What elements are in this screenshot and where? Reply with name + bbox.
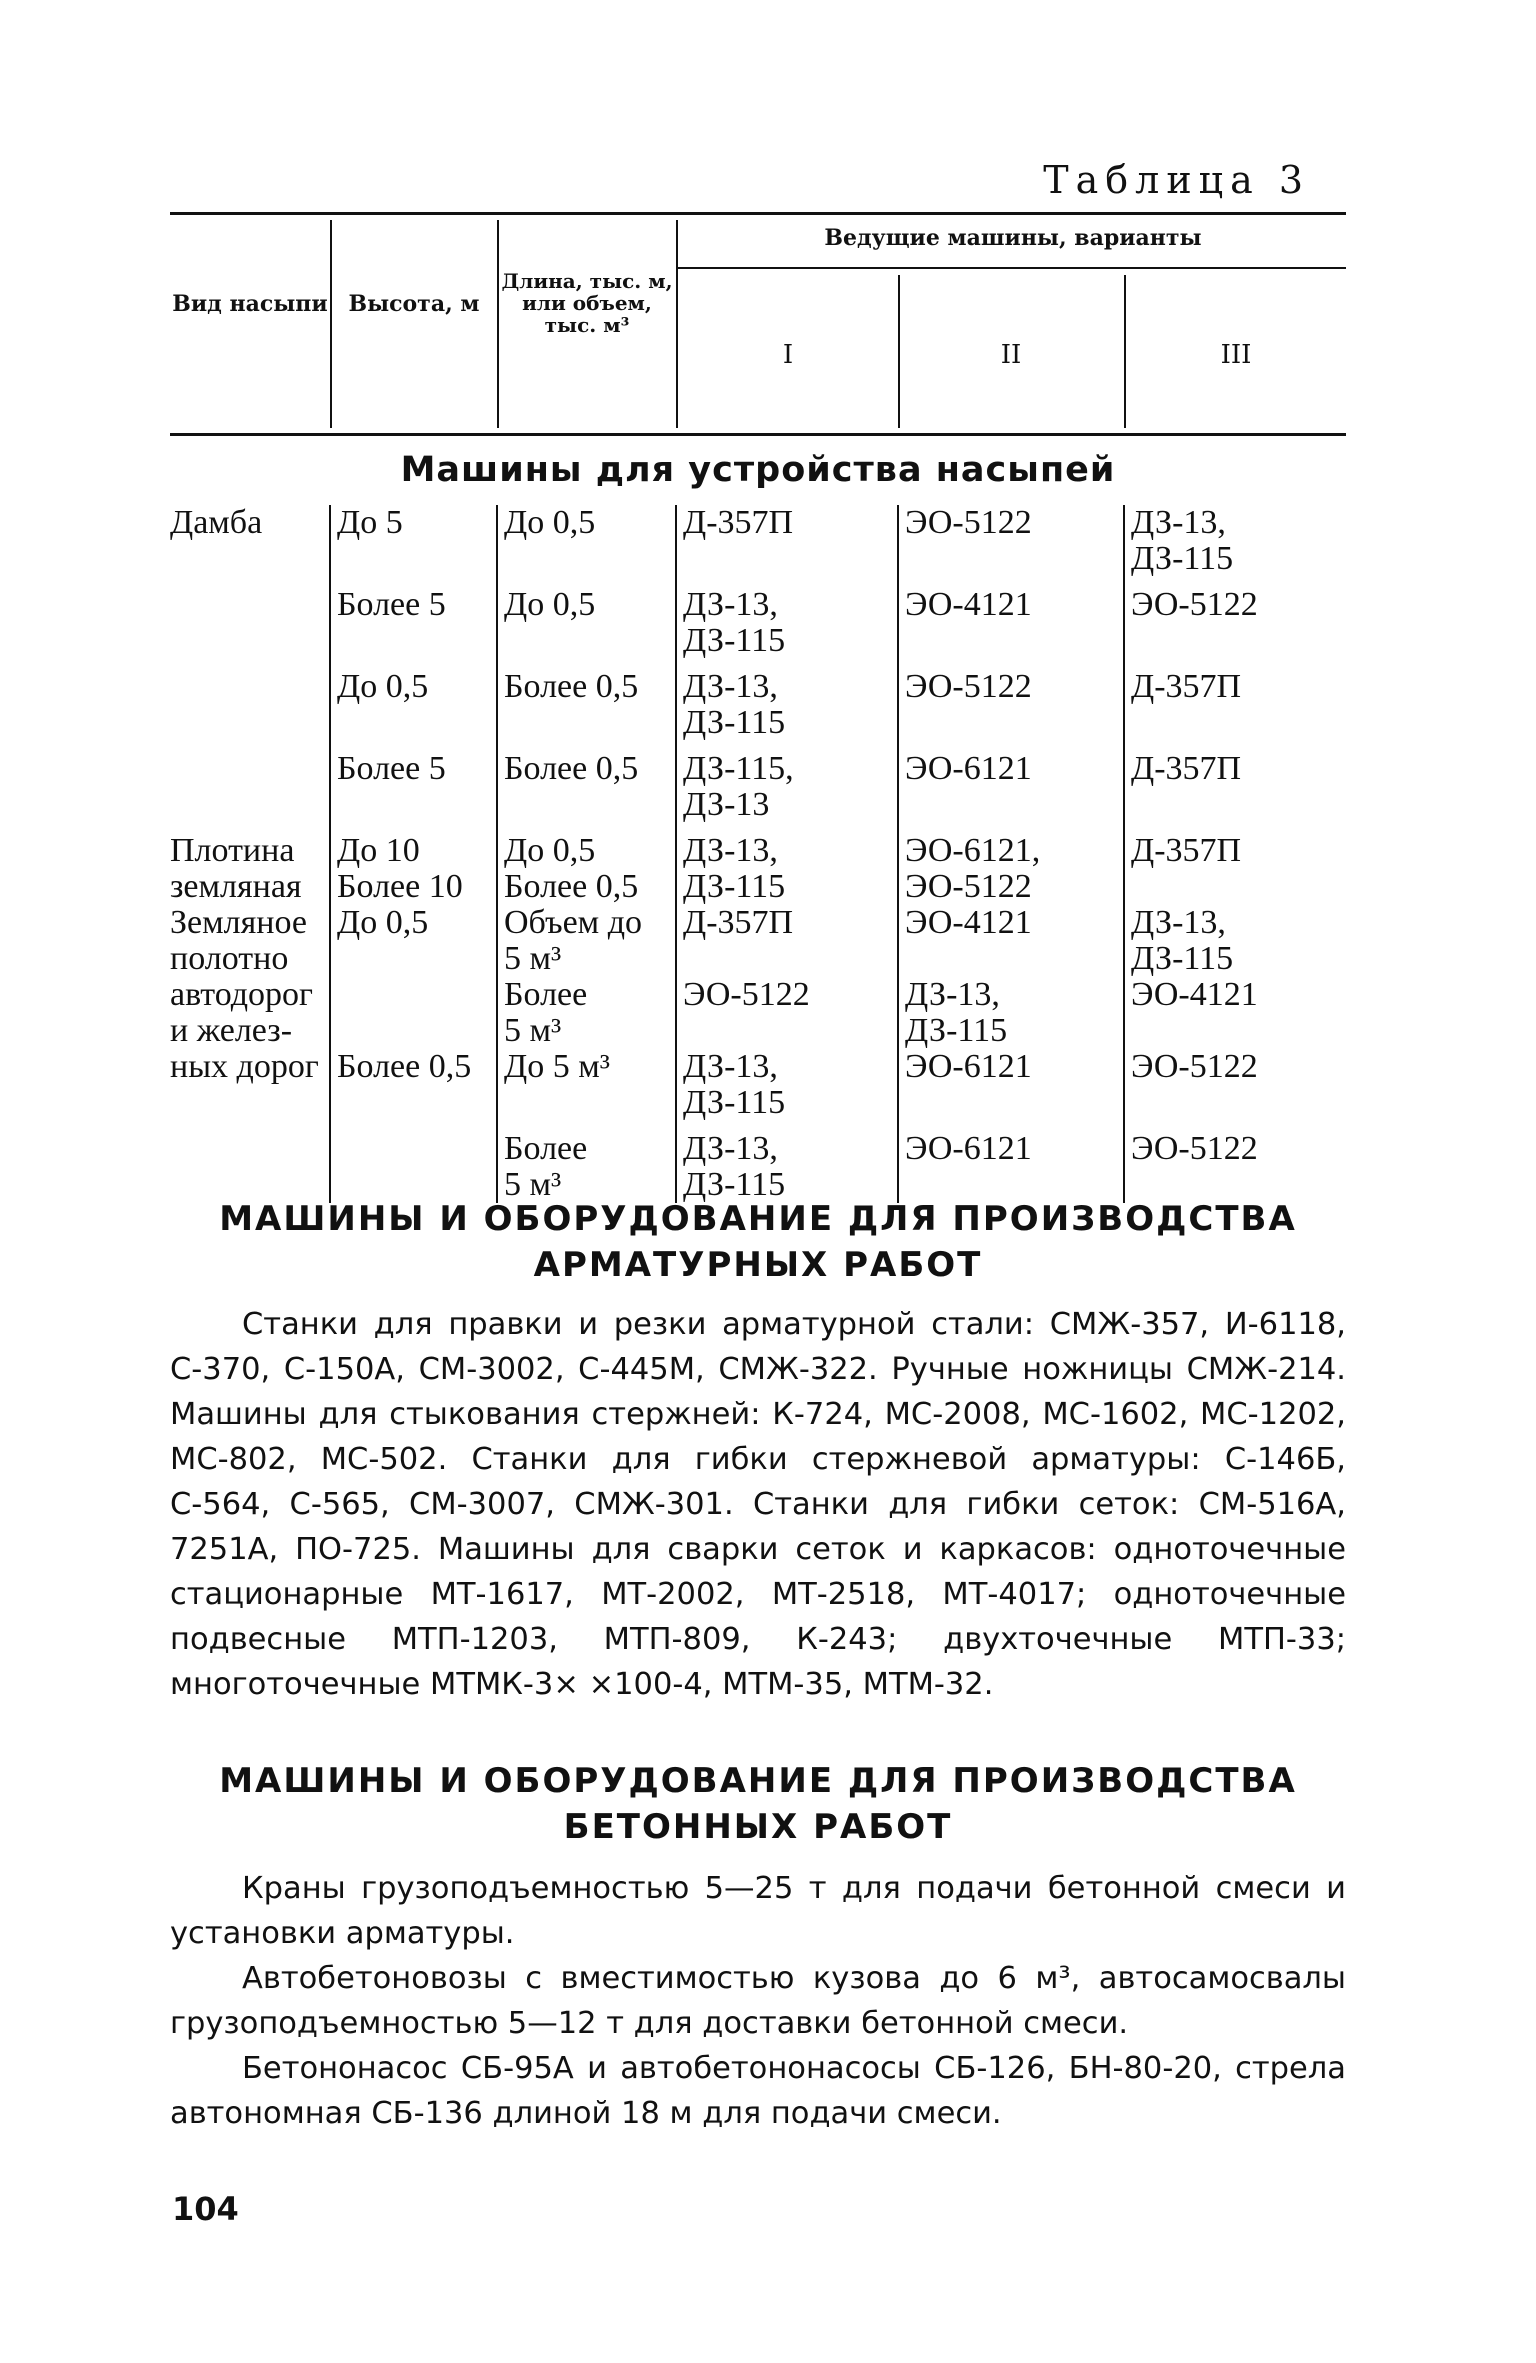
cell-length: До 5 м³ [497,1049,676,1131]
table-row [170,833,1346,905]
section-heading-concrete [170,1758,1346,1850]
table-top-rule [170,212,1346,215]
paragraph-rebar-machines: Станки для правки и резки арматурной стали: СМЖ-357, И-6118, С-370, С-150А, СМ-3002, С-445М, СМЖ-322. Ручные ножницы СМЖ-214. Машины для стыкования стержней: К-724, МС-2008, МС-1602, МС-1202, МС-802, МС-502. Станки для гибки стержневой арматуры: С-146Б, С-564, С-565, СМ-3007, СМЖ-301. Станки для гибки сеток: СМ-516А, 7251А, ПО-725. Машины для сварки сеток и каркасов: одноточечные стационарные МТ-1617, МТ-2002, МТ-2518, МТ-4017; одноточечные подвесные МТП-1203, МТП-809, К-243; двухточечные МТП-33; многоточечные МТМК-3× ×100-4, МТМ-35, МТМ-32. [170,1307,1346,1702]
header-split-rule [678,267,1346,269]
heading-line: БЕТОННЫХ РАБОТ [563,1807,953,1847]
header-height: Высота, м [348,291,480,317]
section-heading-rebar [170,1196,1346,1288]
cell-variant-1: ДЗ-13, ДЗ-115 [676,1131,898,1203]
cell-kind: Дамба [170,504,263,541]
cell-variant-2: ЭО-4121 [898,587,1124,669]
table-label: Таблица 3 [1043,158,1310,202]
header-variant-2: II [1000,340,1022,370]
header-divider-1 [330,220,332,428]
header-bottom-rule [170,433,1346,436]
cell-height: До 10 Более 10 [330,833,497,905]
cell-variant-2: ЭО-5122 [898,669,1124,751]
page-number: 104 [172,2190,239,2228]
table-row [170,905,1346,977]
cell-height: До 0,5 [330,669,497,751]
header-variant-3: III [1220,340,1252,370]
machines-table [170,505,1346,1203]
cell-variant-2: ЭО-6121 [898,751,1124,833]
cell-variant-3: Д-357П [1124,669,1346,751]
cell-variant-1: ДЗ-13, ДЗ-115 [676,587,898,669]
cell-length: До 0,5 [497,587,676,669]
header-leading-machines: Ведущие машины, варианты [824,225,1202,251]
cell-variant-1: ДЗ-13, ДЗ-115 [676,669,898,751]
cell-variant-3: Д-357П [1124,833,1346,905]
cell-kind: ных дорог [170,1048,319,1085]
cell-variant-3: Д-357П [1124,751,1346,833]
cell-variant-2: ЭО-6121, ЭО-5122 [898,833,1124,905]
cell-variant-3: ЭО-5122 [1124,1049,1346,1131]
cell-height: До 5 [330,505,497,587]
header-length: Длина, тыс. м, или объем, тыс. м³ [501,269,673,337]
cell-variant-2: ДЗ-13, ДЗ-115 [898,977,1124,1049]
paragraph-concrete-pumps: Бетононасос СБ-95А и автобетононасосы СБ-126, БН-80-20, стрела автономная СБ-136 длиной 18 м для подачи смеси. [170,2051,1346,2131]
cell-length: Более 0,5 [497,669,676,751]
cell-height: Более 0,5 [330,1049,497,1131]
cell-variant-2: ЭО-4121 [898,905,1124,977]
cell-kind: автодорог и желез- [170,976,313,1049]
table-row [170,1049,1346,1131]
heading-line: МАШИНЫ И ОБОРУДОВАНИЕ ДЛЯ ПРОИЗВОДСТВА [219,1761,1297,1801]
header-divider-3 [676,220,678,428]
cell-length: До 0,5 [497,505,676,587]
paragraph-concrete-trucks: Автобетоновозы с вместимостью кузова до 6 м³, автосамосвалы грузоподъемностью 5—12 т для доставки бетонной смеси. [170,1961,1346,2041]
header-variant-1: I [782,340,794,370]
table-row [170,669,1346,751]
table-row [170,1131,1346,1203]
cell-height [330,1131,497,1203]
cell-kind [170,587,330,669]
cell-kind: Земляное полотно [170,904,307,977]
cell-length: Объем до 5 м³ [497,905,676,977]
cell-variant-1: ДЗ-115, ДЗ-13 [676,751,898,833]
cell-length: До 0,5 Более 0,5 [497,833,676,905]
cell-kind [170,669,330,751]
cell-variant-2: ЭО-5122 [898,505,1124,587]
table-row [170,587,1346,669]
cell-variant-3: ДЗ-13, ДЗ-115 [1124,505,1346,587]
header-kind: Вид насыпи [172,291,328,317]
cell-height [330,977,497,1049]
heading-line: АРМАТУРНЫХ РАБОТ [533,1245,983,1285]
table-row [170,977,1346,1049]
cell-variant-2: ЭО-6121 [898,1049,1124,1131]
heading-line: МАШИНЫ И ОБОРУДОВАНИЕ ДЛЯ ПРОИЗВОДСТВА [219,1199,1297,1239]
cell-height: Более 5 [330,751,497,833]
cell-variant-3: ЭО-5122 [1124,587,1346,669]
table-row [170,505,1346,587]
cell-kind [170,751,330,833]
paragraph-cranes: Краны грузоподъемностью 5—25 т для подачи бетонной смеси и установки арматуры. [170,1871,1346,1951]
cell-variant-2: ЭО-6121 [898,1131,1124,1203]
header-divider-2 [497,220,499,428]
cell-variant-1: ДЗ-13, ДЗ-115 [676,833,898,905]
cell-kind [170,1131,330,1203]
cell-length: Более 5 м³ [497,977,676,1049]
table-section-title: Машины для устройства насыпей [400,450,1116,490]
cell-variant-1: Д-357П [676,905,898,977]
cell-variant-3: ДЗ-13, ДЗ-115 [1124,905,1346,977]
cell-variant-3: ЭО-5122 [1124,1131,1346,1203]
cell-height: До 0,5 [330,905,497,977]
cell-height: Более 5 [330,587,497,669]
cell-variant-1: ДЗ-13, ДЗ-115 [676,1049,898,1131]
cell-variant-1: Д-357П [676,505,898,587]
cell-variant-1: ЭО-5122 [676,977,898,1049]
cell-kind: Плотина земляная [170,832,302,905]
table-row [170,751,1346,833]
cell-variant-3: ЭО-4121 [1124,977,1346,1049]
cell-length: Более 5 м³ [497,1131,676,1203]
cell-length: Более 0,5 [497,751,676,833]
